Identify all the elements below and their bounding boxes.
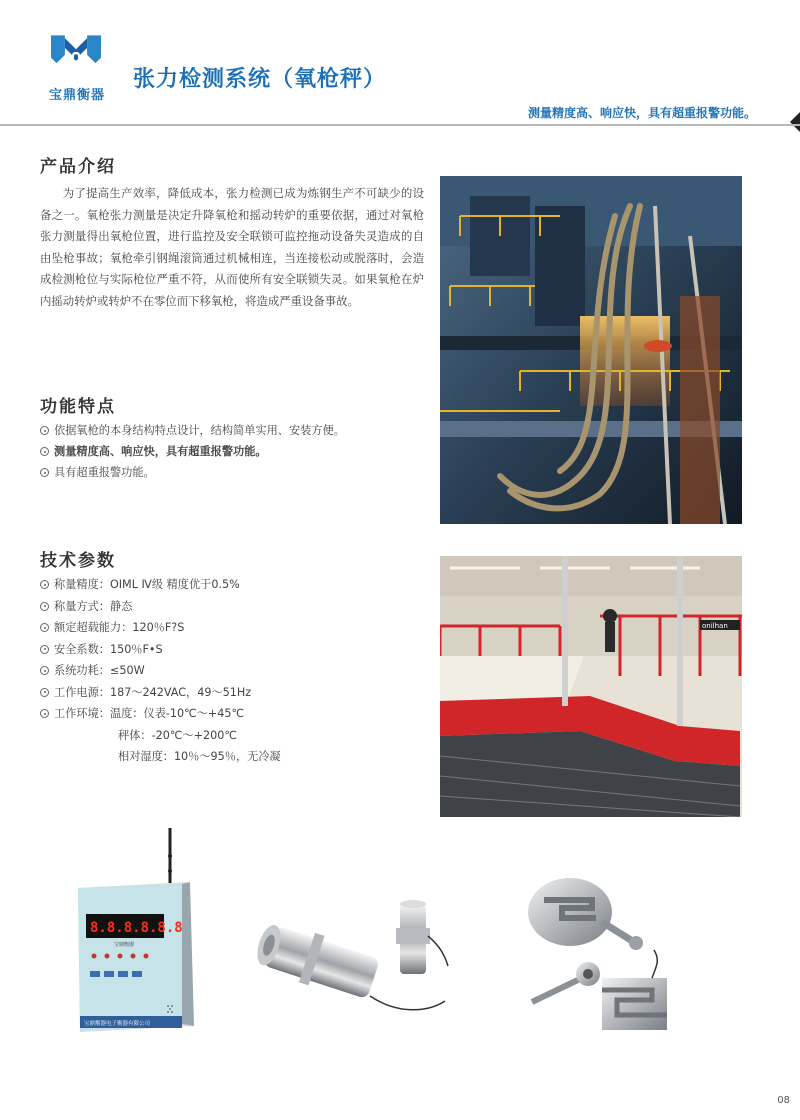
circle-bullet-icon <box>40 468 49 477</box>
intro-paragraph: 为了提高生产效率，降低成本，张力检测已成为炼钢生产不可缺少的设备之一。氧枪张力测量是决定升降氧枪和摇动转炉的重要依据，通过对氧枪张力测量得出氧枪位置，进行监控及安全联锁可监控拖动设备失灵造成的自由坠枪事故；氧枪牵引钢绳滚筒通过机械相连，当连接松动或脱落时，会造成检测枪位与实际枪位严重不符，从而使所有安全联锁失灵。如果氧枪在炉内摇动转炉或转炉不在零位而下移氧枪，将造成严重设备事故。 <box>40 186 424 308</box>
features-list <box>40 420 345 483</box>
intro-heading: 产品介绍 <box>40 157 116 177</box>
header-divider <box>0 124 800 126</box>
list-item: 额定超载能力：120％F?S <box>40 617 281 639</box>
list-item: 称量精度：OIML Ⅳ级 精度优于0.5% <box>40 574 281 596</box>
list-item: 相对湿度：10％～95％，无冷凝 <box>118 750 281 763</box>
circle-bullet-icon <box>40 602 49 611</box>
list-item: 系统功耗：≤50W <box>40 660 281 682</box>
page-number: 08 <box>777 1095 790 1106</box>
load-cell-cylinder-photo <box>250 896 450 1026</box>
specs-heading: 技术参数 <box>40 551 116 571</box>
indicator-caption: 宝鼎衡器 <box>114 942 135 948</box>
list-item: 具有超重报警功能。 <box>40 462 345 483</box>
corner-arrow-icon <box>790 112 800 132</box>
s-type-load-cell-photo <box>522 870 692 1035</box>
list-item: 称量方式：静态 <box>40 596 281 618</box>
indicator-footer: 宝鼎衡器电子衡器有限公司 <box>84 1021 151 1027</box>
circle-bullet-icon <box>40 623 49 632</box>
features-heading: 功能特点 <box>40 397 116 417</box>
circle-bullet-icon <box>40 645 49 654</box>
logo-text: 宝鼎衡器 <box>48 88 105 103</box>
circle-bullet-icon <box>40 709 49 718</box>
list-item: 工作环境：温度：仪表-10℃～+45℃ <box>40 703 281 725</box>
indicator-display: 8.8.8.8.8.8 <box>90 920 183 936</box>
weighing-indicator-photo <box>70 826 196 1036</box>
specs-list <box>40 574 281 768</box>
circle-bullet-icon <box>40 426 49 435</box>
circle-bullet-icon <box>40 447 49 456</box>
sign-text: onilhan <box>702 622 728 630</box>
tagline: 测量精度高、响应快，具有超重报警功能。 <box>527 106 756 120</box>
page-title: 张力检测系统（氧枪秤） <box>133 67 387 92</box>
plant-floor-photo <box>440 556 742 817</box>
list-item: 工作电源：187～242VAC，49～51Hz <box>40 682 281 704</box>
oxygen-lance-photo <box>440 176 742 524</box>
circle-bullet-icon <box>40 666 49 675</box>
circle-bullet-icon <box>40 580 49 589</box>
list-item: 秤体：-20℃～+200℃ <box>118 728 237 742</box>
list-item: 测量精度高、响应快，具有超重报警功能。 <box>40 441 345 462</box>
list-item: 安全系数：150％F•S <box>40 639 281 661</box>
circle-bullet-icon <box>40 688 49 697</box>
list-item: 依据氧枪的本身结构特点设计，结构简单实用、安装方便。 <box>40 420 345 441</box>
